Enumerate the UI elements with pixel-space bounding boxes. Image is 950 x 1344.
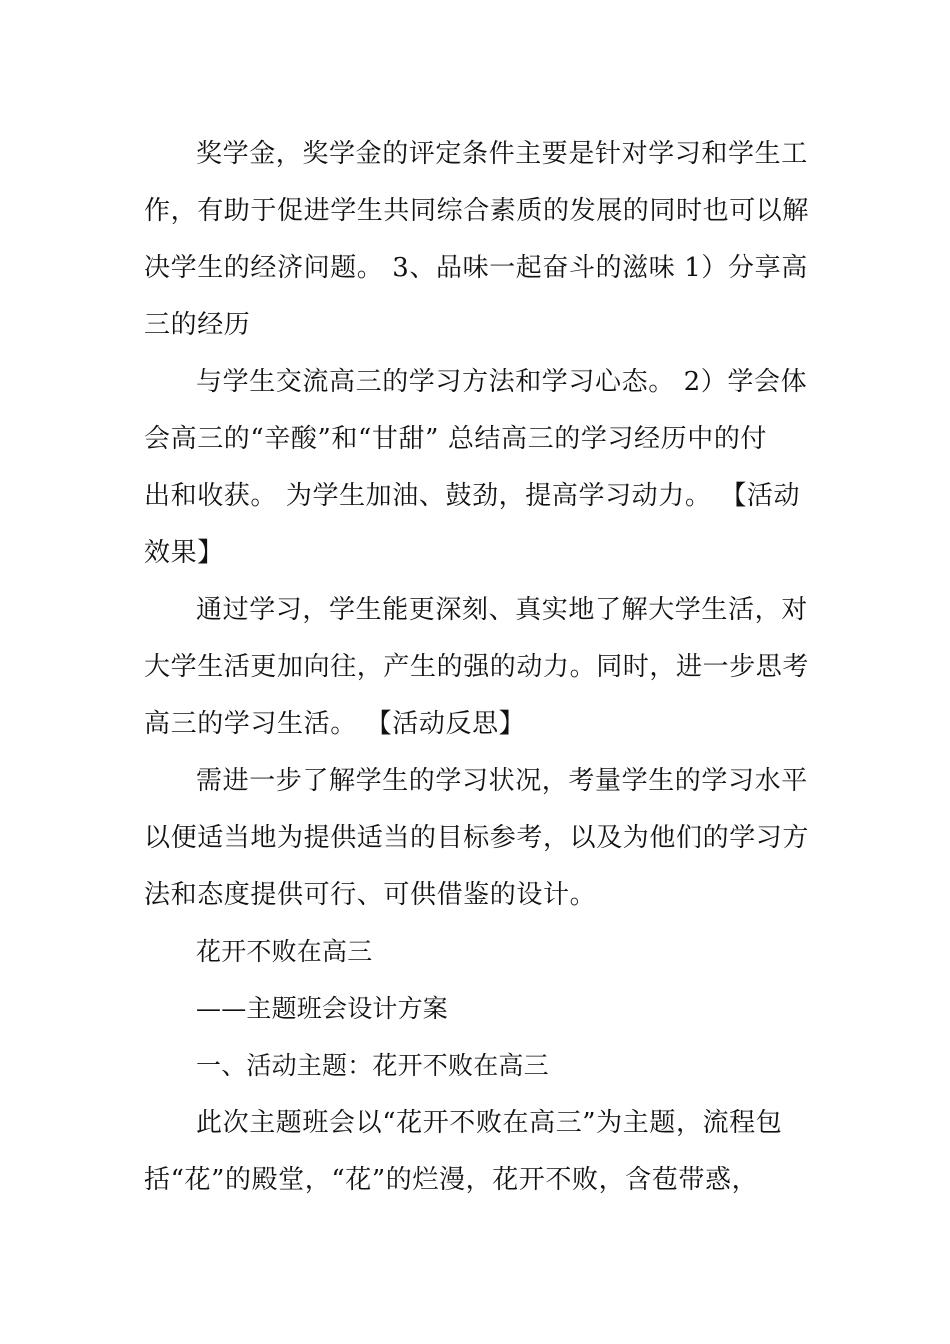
paragraph-line: 与学生交流高三的学习方法和学习心态。 2）学会体 (196, 367, 808, 397)
paragraph-line: 作，有助于促进学生共同综合素质的发展的同时也可以解 (144, 196, 810, 226)
paragraph-line: 三的经历 (144, 310, 251, 340)
paragraph-line: 此次主题班会以“花开不败在高三”为主题，流程包 (196, 1108, 783, 1138)
paragraph-line: 奖学金，奖学金的评定条件主要是针对学习和学生工 (196, 139, 808, 169)
paragraph-line: 需进一步了解学生的学习状况，考量学生的学习水平 (196, 766, 808, 796)
paragraph-line: 出和收获。 为学生加油、鼓劲，提高学习动力。 【活动 (144, 481, 801, 511)
section-heading: 一、活动主题：花开不败在高三 (196, 1051, 549, 1080)
paragraph-line: 括“花”的殿堂，“花”的烂漫，花开不败，含苞带惑， (144, 1165, 759, 1195)
paragraph-line: 以便适当地为提供适当的目标参考，以及为他们的学习方 (144, 823, 810, 853)
paragraph-line: 高三的学习生活。 【活动反思】 (144, 709, 526, 739)
paragraph-line: 大学生活更加向往，产生的强的动力。同时，进一步思考 (144, 652, 810, 682)
paragraph-line: 效果】 (144, 538, 224, 568)
section-subtitle: ——主题班会设计方案 (196, 994, 449, 1023)
paragraph-line: 决学生的经济问题。 3、品味一起奋斗的滋味 1）分享高 (144, 253, 808, 283)
paragraph-line: 会高三的“辛酸”和“甘甜” 总结高三的学习经历中的付 (144, 424, 768, 454)
paragraph-line: 通过学习，学生能更深刻、真实地了解大学生活，对 (196, 595, 808, 625)
section-title: 花开不败在高三 (196, 937, 373, 966)
paragraph-line: 法和态度提供可行、可供借鉴的设计。 (144, 880, 597, 910)
